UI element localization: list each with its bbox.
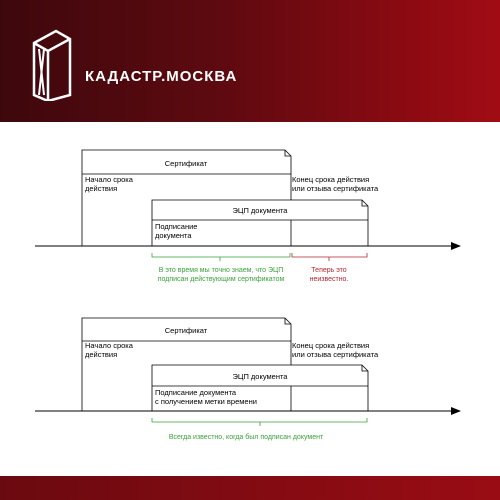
signing-2-line-1: Подписание документа: [155, 388, 237, 397]
known-period-brace: [152, 253, 290, 261]
validity-end-line-2: или отзыва сертификата: [292, 184, 379, 193]
validity-start-line-2: действия: [85, 184, 118, 193]
unknown-period-line-2: неизвестно.: [309, 276, 349, 283]
certificate-2-title: Сертификат: [164, 326, 208, 335]
always-known-text: Всегда известно, когда был подписан документ: [168, 434, 324, 441]
signature-2-title: ЭЦП документа: [232, 372, 288, 381]
timeline-diagram-2: [35, 318, 460, 441]
unknown-period-line-1: Теперь это: [311, 267, 347, 274]
known-period-line-1: В это время мы точно знаем, что ЭЦП: [158, 267, 284, 274]
validity-start-2-line-1: Начало срока: [85, 341, 133, 350]
brand-name: КАДАСТР.МОСКВА: [85, 68, 238, 85]
signature-title: ЭЦП документа: [232, 206, 288, 215]
signing-2-line-2: с получением метки времени: [155, 397, 257, 406]
timeline-diagram-1: [35, 150, 460, 283]
certificate-title: Сертификат: [164, 159, 208, 168]
signing-line-1: Подписание: [155, 222, 198, 231]
footer-bar: [0, 476, 500, 500]
validity-end-2-line-1: Конец срока действия: [292, 341, 370, 350]
unknown-period-brace: [292, 253, 367, 261]
validity-end-2-line-2: или отзыва сертификата: [292, 350, 379, 359]
known-period-line-2: подписан действующим сертификатом: [157, 276, 285, 283]
always-known-brace: [152, 418, 367, 426]
validity-start-2-line-2: действия: [85, 350, 118, 359]
signing-line-2: документа: [155, 231, 192, 240]
validity-end-line-1: Конец срока действия: [292, 175, 370, 184]
validity-start-line-1: Начало срока: [85, 175, 133, 184]
